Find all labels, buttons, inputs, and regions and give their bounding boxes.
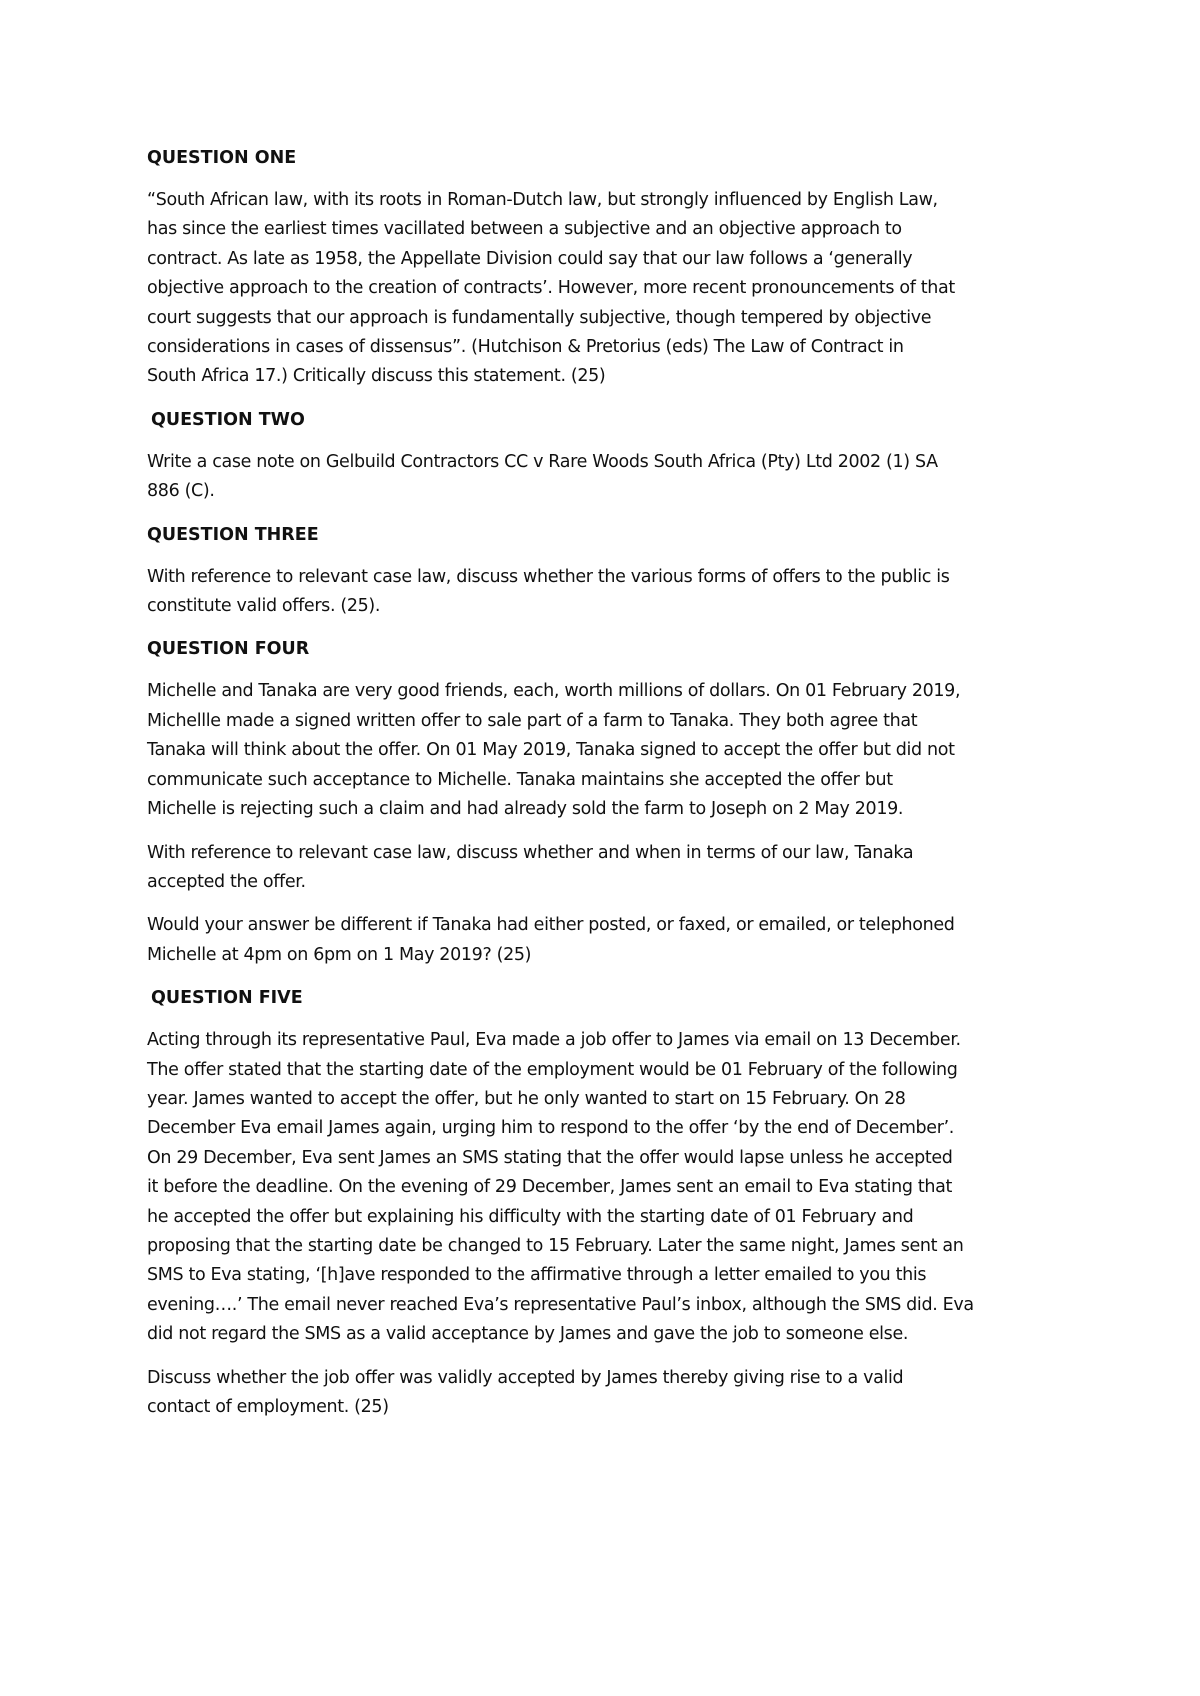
- text-line: communicate such acceptance to Michelle. Tanaka maintains she accepted the offer but: [147, 769, 893, 790]
- text-line: With reference to relevant case law, discuss whether the various forms of offers to the public is: [147, 566, 950, 587]
- question-one-text: [147, 186, 1077, 392]
- text-line: Michelle and Tanaka are very good friends, each, worth millions of dollars. On 01 February 2019,: [147, 681, 961, 702]
- text-line: accepted the offer.: [147, 871, 306, 892]
- text-line: it before the deadline. On the evening of 29 December, James sent an email to Eva stating that: [147, 1177, 952, 1198]
- text-line: constitute valid offers. (25).: [147, 596, 381, 617]
- text-line: December Eva email James again, urging him to respond to the offer ‘by the end of December’.: [147, 1118, 954, 1139]
- text-line: Write a case note on Gelbuild Contractors CC v Rare Woods South Africa (Pty) Ltd 2002 (1) SA: [147, 451, 938, 472]
- text-line: contact of employment. (25): [147, 1397, 389, 1417]
- text-line: Michelle is rejecting such a claim and had already sold the farm to Joseph on 2 May 2019.: [147, 799, 904, 820]
- text-line: court suggests that our approach is fundamentally subjective, though tempered by objective: [147, 307, 932, 328]
- text-line: Acting through its representative Paul, Eva made a job offer to James via email on 13 December.: [147, 1030, 961, 1051]
- question-five-heading: QUESTION FIVE: [151, 988, 303, 1009]
- question-three-heading: QUESTION THREE: [147, 524, 319, 545]
- text-line: 886 (C).: [147, 481, 215, 502]
- text-line: South Africa 17.) Critically discuss this statement. (25): [147, 366, 606, 387]
- text-line: objective approach to the creation of contracts’. However, more recent pronouncements of that: [147, 278, 955, 299]
- text-line: Discuss whether the job offer was validly accepted by James thereby giving rise to a valid: [147, 1367, 904, 1388]
- text-line: With reference to relevant case law, discuss whether and when in terms of our law, Tanaka: [147, 842, 914, 863]
- question-five-text-1: [147, 1026, 1077, 1349]
- text-line: Michelle at 4pm on 6pm on 1 May 2019? (25): [147, 944, 532, 965]
- text-line: Would your answer be different if Tanaka had either posted, or faxed, or emailed, or telephoned: [147, 915, 955, 936]
- question-four-heading: QUESTION FOUR: [147, 639, 310, 660]
- question-four-text-3: [147, 911, 1077, 970]
- text-line: Tanaka will think about the offer. On 01 May 2019, Tanaka signed to accept the offer but did not: [147, 740, 955, 761]
- question-two-heading: QUESTION TWO: [151, 409, 305, 430]
- text-line: proposing that the starting date be changed to 15 February. Later the same night, James sent an: [147, 1235, 964, 1256]
- question-five-text-2: [147, 1364, 1077, 1423]
- text-line: “South African law, with its roots in Roman-Dutch law, but strongly influenced by English Law,: [147, 190, 938, 210]
- question-one-heading: QUESTION ONE: [147, 148, 297, 168]
- question-four-text-2: [147, 839, 1077, 898]
- text-line: The offer stated that the starting date of the employment would be 01 February of the following: [147, 1059, 958, 1080]
- question-four-text-1: [147, 677, 1077, 824]
- text-line: has since the earliest times vacillated between a subjective and an objective approach to: [147, 219, 902, 240]
- text-line: SMS to Eva stating, ‘[h]ave responded to the affirmative through a letter emailed to you this: [147, 1265, 927, 1286]
- text-line: did not regard the SMS as a valid acceptance by James and gave the job to someone else.: [147, 1324, 909, 1345]
- text-line: On 29 December, Eva sent James an SMS stating that the offer would lapse unless he accepted: [147, 1147, 953, 1168]
- text-line: he accepted the offer but explaining his difficulty with the starting date of 01 February and: [147, 1206, 914, 1227]
- question-two-text: [147, 448, 1077, 507]
- text-line: considerations in cases of dissensus”. (Hutchison & Pretorius (eds) The Law of Contract in: [147, 337, 904, 358]
- text-line: Michellle made a signed written offer to sale part of a farm to Tanaka. They both agree that: [147, 710, 918, 731]
- document-page: [147, 144, 1077, 1436]
- text-line: evening….’ The email never reached Eva’s representative Paul’s inbox, although the SMS did. Eva: [147, 1294, 974, 1315]
- question-three-text: [147, 563, 1077, 622]
- text-line: year. James wanted to accept the offer, but he only wanted to start on 15 February. On 28: [147, 1088, 906, 1109]
- text-line: contract. As late as 1958, the Appellate Division could say that our law follows a ‘generally: [147, 248, 913, 269]
